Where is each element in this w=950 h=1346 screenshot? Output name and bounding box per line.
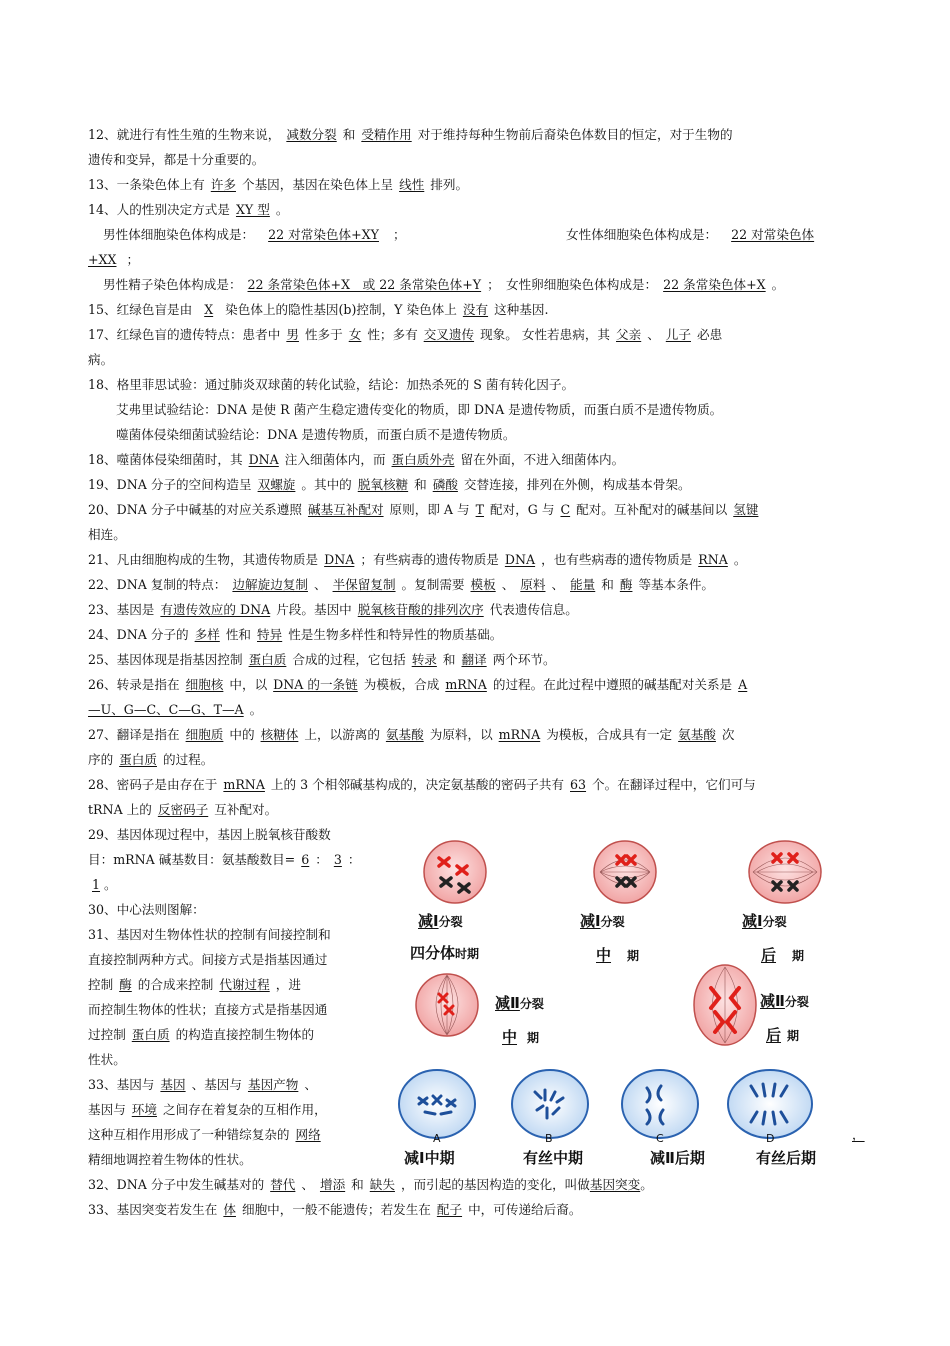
q18c-line: 噬菌体侵染细菌试验结论：DNA 是遗传物质，而蛋白质不是遗传物质。 — [116, 427, 516, 442]
q31-line6: 性状。 — [88, 1052, 126, 1067]
q28-line: 28、密码子是由存在于 mRNA 上的 3 个相邻碱基构成的，决定氨基酸的密码子共有 63 个。在翻译过程中，它们可与 — [88, 777, 756, 792]
cell-d-blue — [728, 1070, 812, 1138]
cell-meiosis1-metaphase — [594, 841, 656, 903]
q29-line1: 29、基因体现过程中，基因上脱氧核苷酸数 — [88, 827, 331, 842]
q31-line5: 过控制 蛋白质 的构造直接控制生物体的 — [88, 1027, 315, 1042]
female-body-line: 女性体细胞染色体构成是： 22 对常染色体 — [566, 227, 815, 242]
q28-line2: tRNA 上的 反密码子 互补配对。 — [88, 802, 278, 817]
cap-r1c3-ans: 后 期 — [761, 946, 805, 964]
q30-line: 30、中心法则图解： — [88, 902, 205, 917]
q23-line: 23、基因是 有遗传效应的 DNA 片段。基因中 脱氧核苷酸的排列次序 代表遗传信息。 — [88, 602, 578, 617]
q13-line: 13、一条染色体上有 许多 个基因，基因在染色体上呈 线性 排列。 — [88, 177, 469, 192]
letter-b: B — [545, 1132, 553, 1145]
q31-line2: 直接控制两种方式。间接方式是指基因通过 — [88, 952, 328, 967]
q25-line: 25、基因体现是指基因控制 蛋白质 合成的过程，它包括 转录 和 翻译 两个环节。 — [88, 652, 556, 667]
q33b-line: 33、基因突变若发生在 体 细胞中，一般不能遗传；若发生在 配子 中，可传递给后裔。 — [88, 1202, 582, 1217]
cap-r1c3: 减Ⅰ分裂 — [742, 912, 787, 930]
q17-line: 17、红绿色盲的遗传特点：患者中 男 性多于 女 性；多有 交叉遗传 现象。 女性若患病，其 父亲 、 儿子 必患 — [88, 327, 723, 342]
cap-r1c1: 减Ⅰ分裂 — [418, 912, 463, 930]
q18d-line: 18、噬菌体侵染细菌时，其 DNA 注入细菌体内，而 蛋白质外壳 留在外面，不进入细菌体内。 — [88, 452, 625, 467]
answer-blank: 线性 — [399, 177, 425, 192]
q27-line2: 序的 蛋白质 的过程。 — [88, 752, 214, 767]
answer-blank: 22 对常染色体 — [731, 227, 815, 242]
q24-line: 24、DNA 分子的 多样 性和 特异 性是生物多样性和特异性的物质基础。 — [88, 627, 503, 642]
q32-line: 32、DNA 分子中发生碱基对的 替代 、 增添 和 缺失 ，而引起的基因构造的变化，叫做基因突变。 — [88, 1177, 653, 1192]
answer-blank: 没有 — [462, 302, 489, 317]
q18a-line: 18、格里菲思试验：通过肺炎双球菌的转化试验，结论：加热杀死的 S 菌有转化因子。 — [88, 377, 575, 392]
q33a-trail: ， — [852, 1127, 865, 1142]
q20-line2: 相连。 — [88, 527, 126, 542]
label-d: 有丝后期 — [756, 1149, 817, 1167]
cap-r2c1-ans: 中 期 — [502, 1028, 540, 1046]
q29-line3: 1 。 — [92, 877, 117, 892]
q22-line: 22、DNA 复制的特点： 边解旋边复制 、 半保留复制 。复制需要 模板 、 原料 、 能量 和 酶 等基本条件。 — [88, 577, 714, 592]
cap-r1c2: 减Ⅰ分裂 — [580, 912, 625, 930]
q26-line: 26、转录是指在 细胞核 中，以 DNA 的一条链 为模板，合成 mRNA 的过程。在此过程中遵照的碱基配对关系是 A — [88, 677, 748, 692]
letter-a: A — [433, 1132, 441, 1145]
cell-meiosis1-anaphase — [749, 841, 821, 903]
q33a-line4: 精细地调控着生物体的性状。 — [88, 1152, 252, 1167]
cell-c-blue — [622, 1070, 698, 1138]
answer-blank: X — [204, 302, 214, 317]
label-b: 有丝中期 — [523, 1149, 584, 1167]
q19-line: 19、DNA 分子的空间构造呈 双螺旋 。其中的 脱氧核糖 和 磷酸 交替连接，排列在外侧，构成基本骨架。 — [88, 477, 691, 492]
label-c: 减Ⅱ后期 — [650, 1149, 705, 1167]
q33a-line2: 基因与 环境 之间存在着复杂的互相作用， — [88, 1102, 327, 1117]
answer-blank: 许多 — [210, 177, 236, 192]
cell-a-blue — [399, 1070, 475, 1138]
gametes-line: 男性精子染色体构成是： 22 条常染色体+X 或 22 条常染色体+Y ； 女性卵细胞染色体构成是： 22 条常染色体+X 。 — [103, 277, 785, 292]
cap-r1c2-ans: 中 期 — [596, 946, 640, 964]
q20-line: 20、DNA 分子中碱基的对应关系遵照 碱基互补配对 原则，即 A 与 T 配对，G 与 C 配对。互补配对的碱基间以 氢键 — [88, 502, 759, 517]
cell-meiosis2-anaphase — [694, 965, 756, 1045]
label-a: 减Ⅰ中期 — [404, 1149, 455, 1167]
q14-line: 14、人的性别决定方式是 XY 型 。 — [88, 202, 289, 217]
q27-line: 27、翻译是指在 细胞质 中的 核糖体 上，以游离的 氨基酸 为原料，以 mRNA 为模板，合成具有一定 氨基酸 次 — [88, 727, 735, 742]
male-body-line: 男性体细胞染色体构成是： 22 对常染色体+XY ； — [103, 227, 406, 242]
answer-blank: 减数分裂 — [286, 127, 337, 142]
q21-line: 21、凡由细胞构成的生物，其遗传物质是 DNA ；有些病毒的遗传物质是 DNA ，也有些病毒的遗传物质是 RNA 。 — [88, 552, 747, 567]
answer-blank: 22 条常染色体+X — [663, 277, 766, 292]
q31-line4: 而控制生物体的性状；直接方式是指基因通 — [88, 1002, 328, 1017]
q15-line: 15、红绿色盲是由 X 染色体上的隐性基因(b)控制，Y 染色体上 没有 这种基因. — [88, 302, 549, 317]
cap-r2c2: 减Ⅱ分裂 — [760, 992, 809, 1010]
q12-line2: 遗传和变异，都是十分重要的。 — [88, 152, 265, 167]
q33a-line3: 这种互相作用形成了一种错综复杂的 网络 — [88, 1127, 321, 1142]
q31-line1: 31、基因对生物体性状的控制有间接控制和 — [88, 927, 331, 942]
letter-d: D — [766, 1132, 775, 1145]
answer-blank: XY 型 — [235, 202, 270, 217]
answer-blank: 22 对常染色体+XY — [268, 227, 379, 242]
q29-line2: 目：mRNA 碱基数目：氨基酸数目= 6 ： 3 ： — [88, 852, 361, 867]
q26-line2: —U、G—C、C—G、T—A 。 — [88, 702, 263, 717]
cap-r2c2-ans: 后 期 — [766, 1026, 800, 1044]
q33a-line1: 33、基因与 基因 、基因与 基因产物 、 — [88, 1077, 317, 1092]
cell-meiosis2-metaphase — [416, 974, 478, 1036]
cap-r1c1-ans: 四分体时期 — [410, 944, 480, 962]
cell-b-blue — [512, 1070, 588, 1138]
answer-blank: 受精作用 — [361, 127, 412, 142]
answer-blank: 22 条常染色体+X 或 22 条常染色体+Y — [247, 277, 482, 292]
female-body-line2: +XX ； — [88, 252, 140, 267]
letter-c: C — [656, 1132, 664, 1145]
q17-line2: 病。 — [88, 352, 114, 367]
q18b-line: 艾弗里试验结论：DNA 是使 R 菌产生稳定遗传变化的物质，即 DNA 是遗传物质，而蛋白质不是遗传物质。 — [116, 402, 723, 417]
q31-line3: 控制 酶 的合成来控制 代谢过程 ，进 — [88, 977, 301, 992]
cell-tetrad — [424, 841, 486, 903]
q12-line: 12、就进行有性生殖的生物来说， 减数分裂 和 受精作用 对于维持每种生物前后裔染色体数目的恒定，对于生物的 — [88, 127, 733, 142]
cap-r2c1: 减Ⅱ分裂 — [495, 994, 544, 1012]
